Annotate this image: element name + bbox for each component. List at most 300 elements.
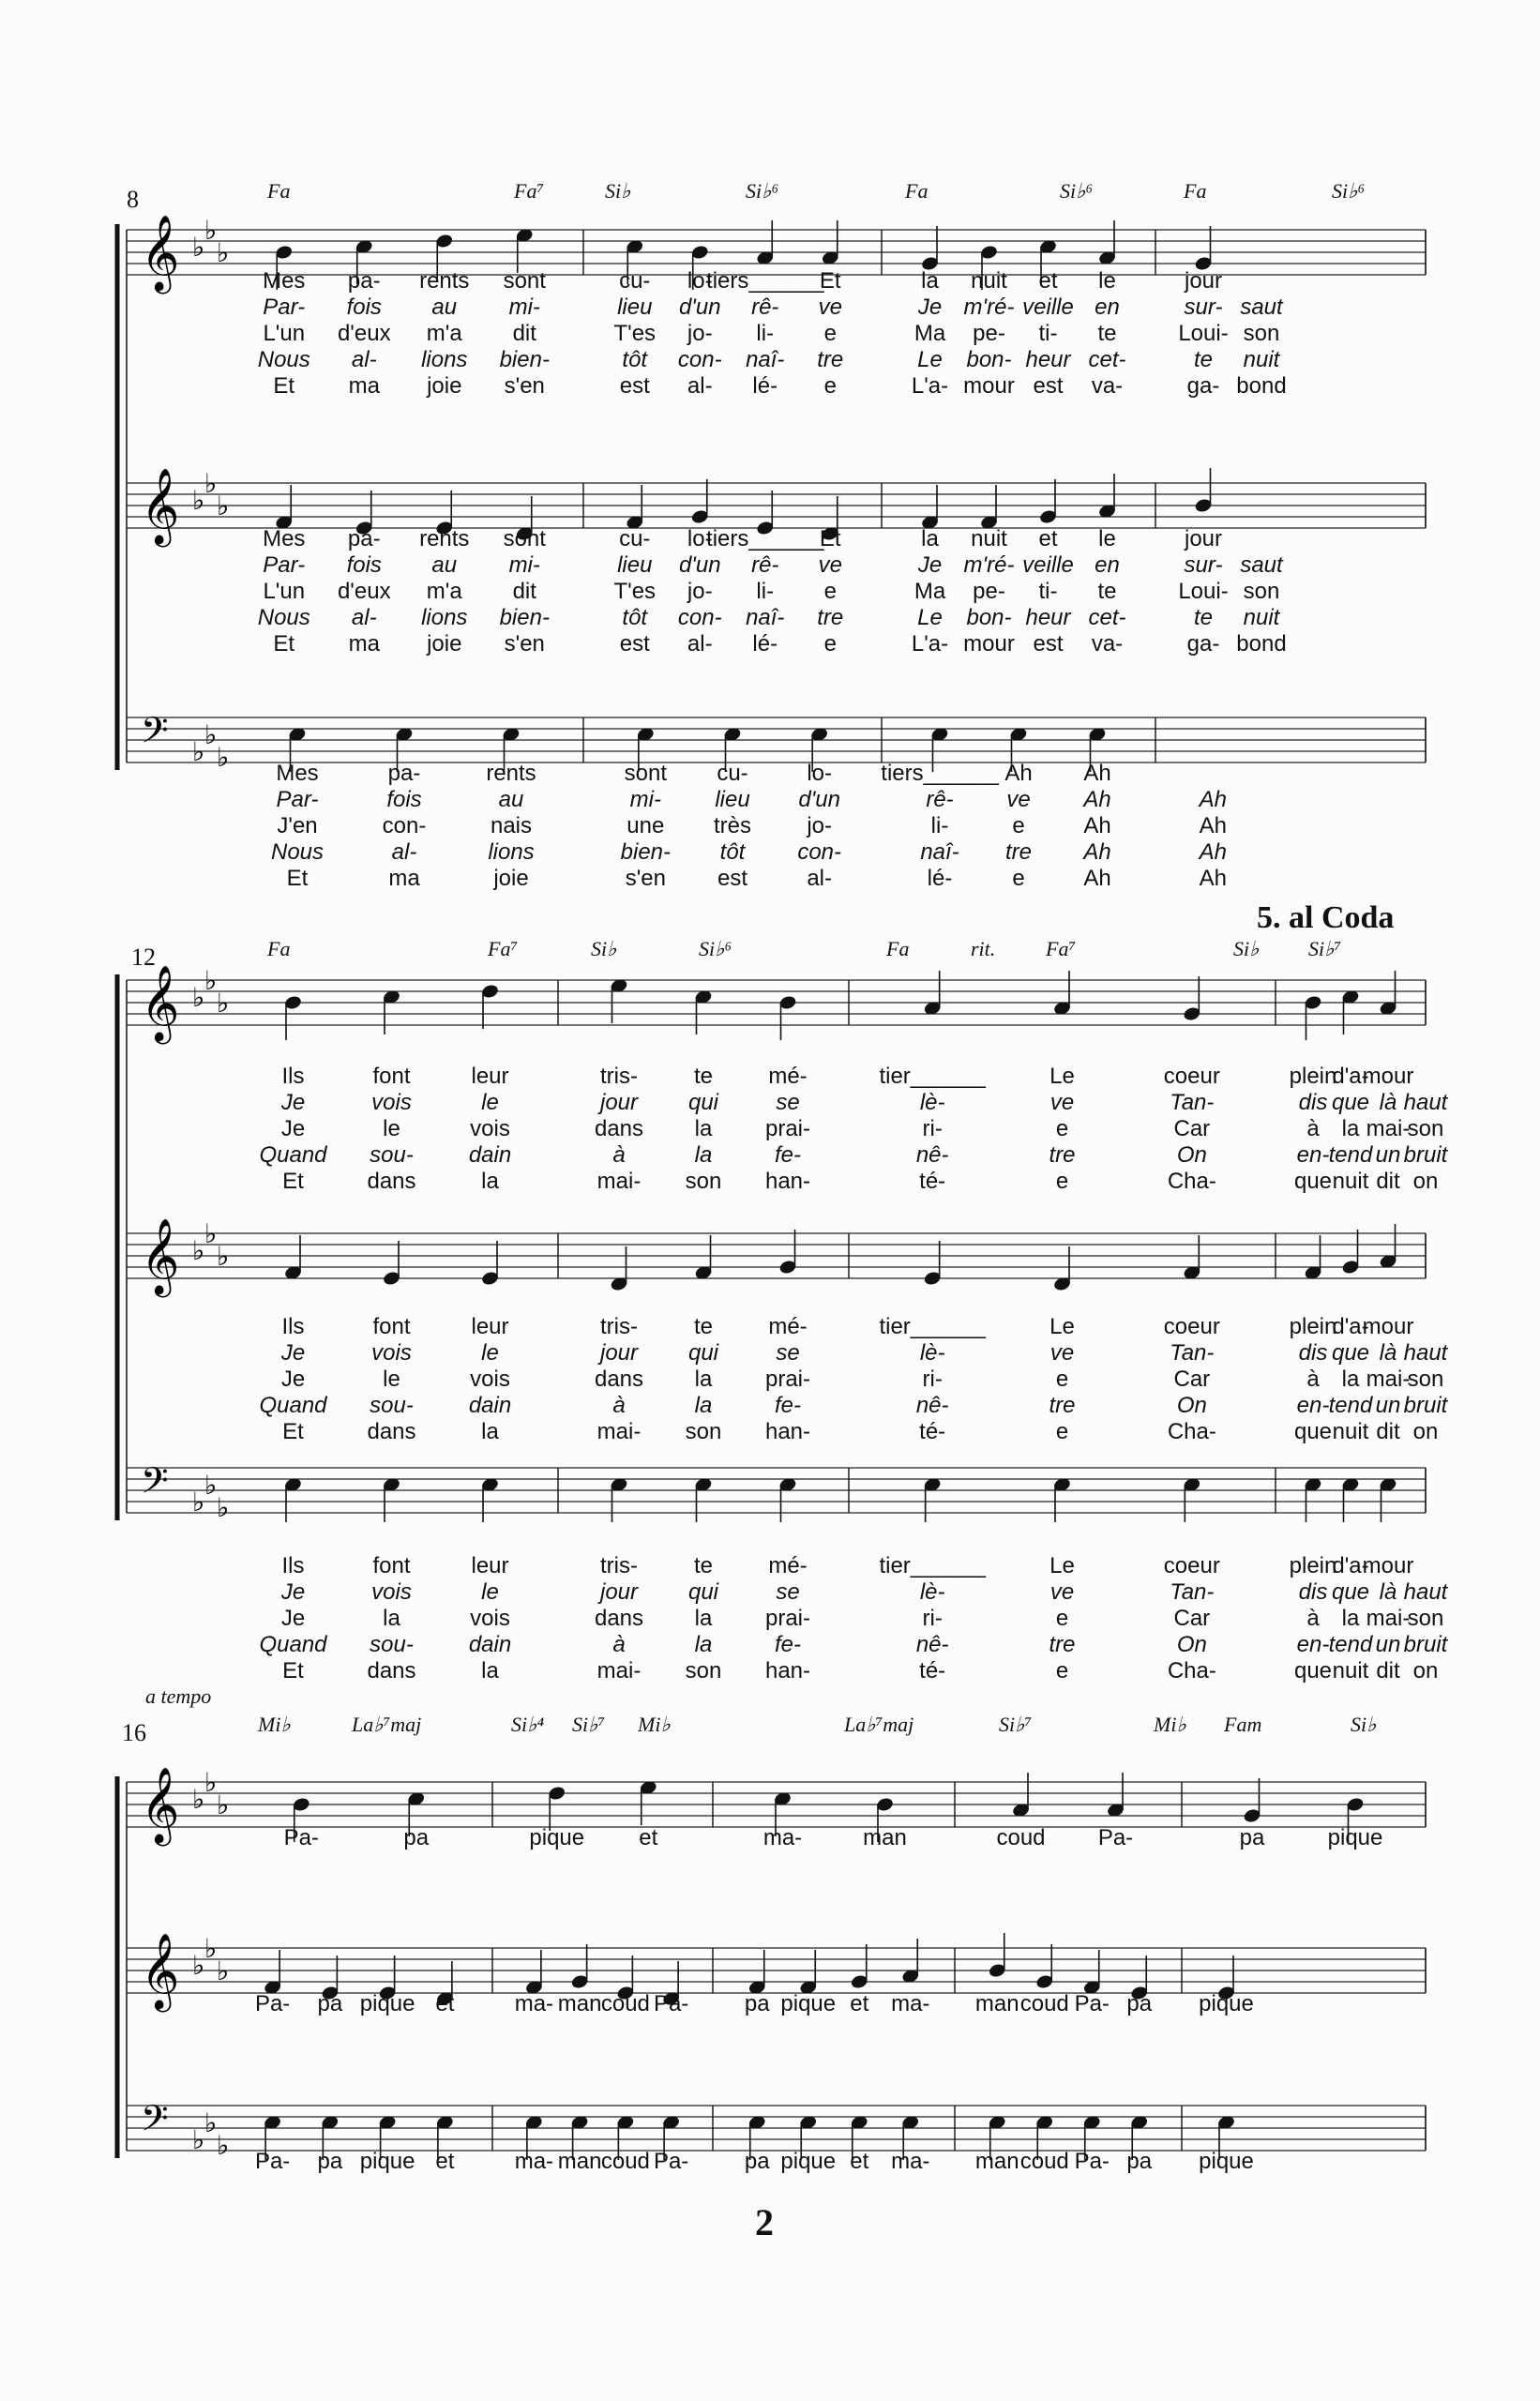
lyric-syllable: man <box>863 1825 907 1850</box>
lyric-syllable: dans <box>594 1367 644 1392</box>
lyric-syllable: en <box>1095 552 1120 578</box>
lyric-syllable: d'eux <box>337 321 391 346</box>
lyric-syllable: lions <box>488 839 535 865</box>
lyric-syllable: joie <box>427 373 462 399</box>
lyric-syllable: à <box>1306 1367 1320 1392</box>
lyric-syllable: pa <box>1239 1825 1265 1850</box>
lyric-syllable: li- <box>756 579 775 604</box>
lyric-syllable: dis <box>1298 1579 1328 1605</box>
lyric-syllable: con- <box>382 813 427 838</box>
flat-icon: ♭ <box>204 1767 218 1798</box>
lyric-syllable: lions <box>421 347 468 372</box>
lyric-syllable: naî- <box>746 605 785 630</box>
lyric-syllable: Le <box>1049 1553 1075 1578</box>
lyric-syllable: m'ré- <box>963 294 1015 320</box>
lyric-syllable: le <box>383 1116 400 1141</box>
lyric-syllable: d'a- <box>1332 1553 1369 1578</box>
lyric-syllable: prai- <box>764 1367 811 1392</box>
measure-number: 16 <box>122 1719 146 1746</box>
lyric-syllable: et <box>435 2149 455 2174</box>
lyric-syllable: pa- <box>387 761 421 786</box>
lyric-syllable: que <box>1331 1340 1370 1366</box>
lyric-syllable: pique <box>1327 1825 1383 1850</box>
lyric-syllable: rents <box>419 268 470 294</box>
lyric-syllable: jour <box>599 1340 639 1366</box>
flat-icon: ♭ <box>192 232 205 263</box>
lyric-syllable: la <box>694 1367 713 1392</box>
lyric-syllable: pa- <box>347 526 381 551</box>
lyric-syllable: nê- <box>915 1142 949 1168</box>
lyric-syllable: mai- <box>1366 1606 1411 1631</box>
lyric-syllable: Tan- <box>1170 1340 1215 1366</box>
lyric-syllable: On <box>1176 1393 1207 1418</box>
treble-clef-icon: 𝄞 <box>141 964 180 1041</box>
lyric-syllable: la <box>694 1116 713 1141</box>
lyric-syllable: Le <box>917 605 943 630</box>
lyric-syllable: Ma <box>913 579 946 604</box>
lyric-syllable: Ma <box>913 321 946 346</box>
lyric-syllable: ve <box>1049 1579 1075 1605</box>
lyric-syllable: d'a- <box>1332 1064 1369 1089</box>
lyric-syllable: et <box>435 1991 455 2016</box>
lyric-syllable: Ah <box>1004 761 1033 786</box>
lyric-syllable: qui <box>687 1340 719 1366</box>
lyric-syllable: pique <box>529 1825 585 1850</box>
lyric-syllable: pa <box>403 1825 430 1850</box>
lyric-syllable: Pa- <box>1074 2149 1110 2174</box>
lyric-syllable: fois <box>346 552 382 578</box>
lyric-syllable: nuit <box>1243 347 1280 372</box>
lyric-syllable: que <box>1293 1419 1333 1444</box>
lyric-syllable: pa <box>744 2149 770 2174</box>
lyric-syllable: Je <box>280 1367 306 1392</box>
lyric-syllable: con- <box>677 347 722 372</box>
lyric-syllable: la <box>383 1606 400 1631</box>
flat-icon: ♭ <box>204 719 218 750</box>
lyric-syllable: Le <box>1049 1314 1075 1339</box>
lyric-syllable: L'un <box>263 579 306 604</box>
lyric-syllable: dans <box>367 1658 416 1684</box>
lyric-syllable: bien- <box>620 839 672 865</box>
lyric-syllable: la <box>921 526 939 551</box>
lyric-syllable: s'en <box>504 373 545 399</box>
lyric-syllable: sur- <box>1184 552 1223 578</box>
chord-symbol: Si♭ <box>1351 1713 1377 1736</box>
lyric-syllable: et <box>850 2149 869 2174</box>
lyric-syllable: au <box>498 787 524 812</box>
bass-clef-icon: 𝄢 <box>141 2097 169 2148</box>
lyric-syllable: est <box>619 373 650 399</box>
lyric-syllable: dit <box>1376 1658 1400 1684</box>
lyric-syllable: naî- <box>920 839 959 865</box>
lyric-syllable: cet- <box>1088 347 1126 372</box>
flat-icon: ♭ <box>192 1487 205 1518</box>
lyric-syllable: ve <box>818 294 842 320</box>
treble-clef-icon: 𝄞 <box>141 1932 180 2009</box>
lyric-syllable: mai- <box>596 1658 642 1684</box>
lyric-syllable: haut <box>1403 1090 1448 1115</box>
lyric-syllable: dis <box>1298 1090 1328 1115</box>
lyric-syllable: ma- <box>891 1991 930 2016</box>
lyric-syllable: e <box>823 579 837 604</box>
lyric-syllable: la <box>481 1169 499 1194</box>
lyric-syllable: e <box>1055 1658 1069 1684</box>
lyric-syllable: lo- <box>687 526 713 551</box>
lyric-syllable: dans <box>594 1606 644 1631</box>
lyric-syllable: on <box>1412 1169 1439 1194</box>
lyric-syllable: heur <box>1025 605 1071 630</box>
lyric-syllable: Ah <box>1199 866 1228 891</box>
lyric-syllable: al- <box>351 605 377 630</box>
lyric-syllable: pa <box>744 1991 770 2016</box>
flat-icon: ♭ <box>204 215 218 246</box>
lyric-syllable: jour <box>1184 268 1223 294</box>
lyric-syllable: leur <box>471 1064 509 1089</box>
flat-icon: ♭ <box>192 1950 205 1981</box>
lyric-syllable: nê- <box>915 1632 949 1657</box>
lyric-syllable: va- <box>1091 631 1124 657</box>
lyric-syllable: coud <box>600 1991 650 2016</box>
lyric-syllable: lo- <box>807 761 832 786</box>
lyric-syllable: Et <box>282 1419 304 1444</box>
lyric-syllable: e <box>1012 813 1025 838</box>
flat-icon: ♭ <box>217 1956 230 1986</box>
lyric-syllable: en- <box>1296 1632 1330 1657</box>
lyric-syllable: mai- <box>1366 1367 1411 1392</box>
lyric-syllable: li- <box>756 321 775 346</box>
lyric-syllable: Par- <box>263 552 306 578</box>
lyric-syllable: mour <box>1362 1553 1414 1578</box>
lyric-syllable: est <box>619 631 650 657</box>
lyric-syllable: man <box>974 1991 1019 2016</box>
lyric-syllable: sou- <box>370 1632 414 1657</box>
lyric-syllable: al- <box>391 839 417 865</box>
lyric-syllable: veille <box>1022 294 1074 320</box>
lyric-syllable: que <box>1331 1579 1370 1605</box>
lyric-syllable: fe- <box>774 1632 802 1657</box>
lyric-syllable: nuit <box>1332 1419 1369 1444</box>
chord-symbol: Mi♭ <box>638 1713 671 1736</box>
lyric-syllable: sont <box>503 526 546 551</box>
lyric-syllable: nê- <box>915 1393 949 1418</box>
chord-symbol: Fa <box>905 179 929 203</box>
lyric-syllable: lo- <box>687 268 713 294</box>
lyric-syllable: tend <box>1328 1393 1373 1418</box>
measure-number: 8 <box>127 186 139 213</box>
flat-icon: ♭ <box>217 237 230 268</box>
lyric-syllable: sou- <box>370 1393 414 1418</box>
lyric-syllable: nuit <box>1332 1658 1369 1684</box>
lyric-syllable: jour <box>599 1579 639 1605</box>
lyric-syllable: te <box>1097 321 1117 346</box>
lyric-syllable: dans <box>594 1116 644 1141</box>
lyric-syllable: pique <box>359 2149 415 2174</box>
lyric-syllable: té- <box>919 1419 946 1444</box>
lyric-syllable: Je <box>280 1579 306 1605</box>
lyric-syllable: te <box>693 1553 714 1578</box>
lyric-syllable: te <box>693 1064 714 1089</box>
lyric-syllable: cu- <box>619 268 651 294</box>
lyric-syllable: ga- <box>1186 373 1220 399</box>
lyric-syllable: Pa- <box>1097 1825 1134 1850</box>
lyric-syllable: man <box>557 1991 602 2016</box>
lyric-syllable: Le <box>1049 1064 1075 1089</box>
lyric-syllable: Nous <box>257 605 310 630</box>
lyric-syllable: lè- <box>919 1090 945 1115</box>
chord-symbol: Fa⁷ <box>514 179 545 203</box>
lyric-syllable: lè- <box>919 1340 945 1366</box>
lyric-syllable: au <box>431 552 458 578</box>
lyric-syllable: très <box>713 813 752 838</box>
lyric-syllable: là <box>1379 1090 1397 1115</box>
lyric-syllable: coud <box>600 2149 650 2174</box>
lyric-syllable: m'a <box>426 579 462 604</box>
lyric-syllable: ri- <box>922 1367 943 1392</box>
lyric-syllable: te <box>693 1314 714 1339</box>
lyric-syllable: lé- <box>752 631 778 657</box>
flat-icon: ♭ <box>192 2124 205 2155</box>
flat-icon: ♭ <box>204 1470 218 1501</box>
page-number: 2 <box>755 2201 774 2243</box>
flat-icon: ♭ <box>204 1933 218 1964</box>
lyric-syllable: tend <box>1328 1142 1373 1168</box>
lyric-syllable: rê- <box>751 294 779 320</box>
lyric-syllable: naî- <box>746 347 785 372</box>
lyric-syllable: d'un <box>678 294 721 320</box>
lyric-syllable: e <box>823 631 837 657</box>
lyric-syllable: en <box>1095 294 1120 320</box>
lyric-syllable: la <box>694 1393 713 1418</box>
lyric-syllable: son <box>685 1658 722 1684</box>
lyric-syllable: ti- <box>1038 321 1058 346</box>
lyric-syllable: sou- <box>370 1142 414 1168</box>
lyric-syllable: qui <box>687 1579 719 1605</box>
staff-2 <box>127 1217 1426 1297</box>
lyric-syllable: sur- <box>1184 294 1223 320</box>
lyric-syllable: bon- <box>966 347 1012 372</box>
lyric-syllable: lieu <box>617 552 653 578</box>
lyric-syllable: là <box>1379 1579 1397 1605</box>
lyric-syllable: heur <box>1025 347 1071 372</box>
lyric-syllable: al- <box>687 631 713 657</box>
lyric-syllable: tiers______ <box>881 761 999 786</box>
lyric-syllable: Pa- <box>283 1825 319 1850</box>
lyric-syllable: Ils <box>281 1064 305 1089</box>
lyric-syllable: vois <box>371 1090 412 1115</box>
lyric-syllable: en- <box>1296 1142 1330 1168</box>
lyric-syllable: ga- <box>1186 631 1220 657</box>
chord-symbol: Fa <box>267 937 291 960</box>
lyric-syllable: vois <box>371 1579 412 1605</box>
lyric-syllable: Le <box>917 347 943 372</box>
lyric-syllable: que <box>1293 1658 1333 1684</box>
lyric-syllable: Mes <box>263 268 306 294</box>
bass-clef-icon: 𝄢 <box>141 709 169 760</box>
lyric-syllable: et <box>1038 526 1058 551</box>
lyric-syllable: jour <box>1184 526 1223 551</box>
lyric-syllable: va- <box>1091 373 1124 399</box>
lyric-syllable: dit <box>1376 1419 1400 1444</box>
chord-symbol: Si♭⁶ <box>1332 179 1366 203</box>
flat-icon: ♭ <box>217 491 230 521</box>
lyric-syllable: dain <box>468 1142 512 1168</box>
lyric-syllable: sont <box>503 268 546 294</box>
chord-symbol: Si♭⁶ <box>746 179 779 203</box>
lyric-syllable: pique <box>780 1991 837 2016</box>
chord-symbol: Fa⁷ <box>488 937 519 960</box>
lyric-syllable: ri- <box>922 1116 943 1141</box>
lyric-syllable: coeur <box>1163 1064 1220 1089</box>
lyric-syllable: rents <box>419 526 470 551</box>
lyric-syllable: Et <box>273 373 295 399</box>
lyric-syllable: man <box>974 2149 1019 2174</box>
lyric-syllable: à <box>612 1632 626 1657</box>
tempo-marking: a tempo <box>145 1684 212 1708</box>
lyric-syllable: e <box>823 321 837 346</box>
lyric-syllable: fe- <box>774 1393 802 1418</box>
lyric-syllable: ve <box>1006 787 1031 812</box>
lyric-syllable: que <box>1331 1090 1370 1115</box>
flat-icon: ♭ <box>217 988 230 1019</box>
lyric-syllable: font <box>372 1064 411 1089</box>
lyric-syllable: son <box>685 1419 722 1444</box>
lyric-syllable: bon- <box>966 605 1012 630</box>
lyric-syllable: cu- <box>619 526 651 551</box>
lyric-syllable: Et <box>819 526 841 551</box>
flat-icon: ♭ <box>217 2130 230 2161</box>
lyric-syllable: font <box>372 1314 411 1339</box>
treble-clef-icon: 𝄞 <box>141 467 180 544</box>
lyric-syllable: han- <box>764 1169 811 1194</box>
lyric-syllable: qui <box>687 1090 719 1115</box>
lyric-syllable: et <box>639 1825 658 1850</box>
lyric-syllable: On <box>1176 1632 1207 1657</box>
lyric-syllable: coud <box>1019 2149 1069 2174</box>
lyric-syllable: et <box>850 1991 869 2016</box>
lyric-syllable: L'a- <box>911 373 949 399</box>
lyric-syllable: Et <box>282 1169 304 1194</box>
lyric-syllable: en- <box>1296 1393 1330 1418</box>
lyric-syllable: d'a- <box>1332 1314 1369 1339</box>
lyric-syllable: han- <box>764 1658 811 1684</box>
lyric-syllable: rê- <box>751 552 779 578</box>
lyric-syllable: tier______ <box>879 1553 986 1578</box>
chord-symbol: Si♭⁴ <box>511 1713 545 1736</box>
staff-3 <box>127 709 1426 773</box>
lyric-syllable: Pa- <box>254 1991 291 2016</box>
lyric-syllable: m'ré- <box>963 552 1015 578</box>
lyric-syllable: tre <box>817 347 844 372</box>
lyric-syllable: le <box>1098 526 1116 551</box>
lyric-syllable: e <box>1055 1367 1069 1392</box>
measure-number: 12 <box>131 944 156 971</box>
lyric-syllable: fois <box>386 787 422 812</box>
lyric-syllable: le <box>1098 268 1116 294</box>
lyric-syllable: Je <box>280 1340 306 1366</box>
lyric-syllable: mi- <box>508 294 540 320</box>
lyric-syllable: nuit <box>971 526 1007 551</box>
lyric-syllable: tôt <box>622 605 648 630</box>
lyric-syllable: pe- <box>973 321 1005 346</box>
lyric-syllable: Tan- <box>1170 1090 1215 1115</box>
lyric-syllable: le <box>383 1367 400 1392</box>
lyric-syllable: à <box>612 1142 626 1168</box>
lyric-syllable: son <box>1407 1606 1444 1631</box>
lyric-syllable: Par- <box>276 787 319 812</box>
lyric-syllable: m'a <box>426 321 462 346</box>
lyric-syllable: la <box>481 1658 499 1684</box>
lyric-syllable: mé- <box>768 1553 808 1578</box>
chord-symbol: Si♭⁶ <box>699 937 732 960</box>
lyric-syllable: bruit <box>1403 1632 1448 1657</box>
lyric-syllable: la <box>1341 1606 1360 1631</box>
lyric-syllable: Ah <box>1199 787 1228 812</box>
lyric-syllable: prai- <box>764 1116 811 1141</box>
lyric-syllable: dain <box>468 1632 512 1657</box>
lyric-syllable: leur <box>471 1314 509 1339</box>
lyric-syllable: mai- <box>1366 1116 1411 1141</box>
lyric-syllable: nuit <box>1332 1169 1369 1194</box>
lyric-syllable: la <box>481 1419 499 1444</box>
lyric-syllable: Quand <box>259 1142 327 1168</box>
lyric-syllable: pique <box>780 2149 837 2174</box>
lyric-syllable: tiers______ <box>706 268 824 294</box>
lyric-syllable: Nous <box>257 347 310 372</box>
lyric-syllable: tre <box>1049 1142 1076 1168</box>
lyric-syllable: saut <box>1240 552 1283 578</box>
lyric-syllable: lieu <box>617 294 653 320</box>
lyric-syllable: le <box>481 1090 499 1115</box>
lyric-syllable: mai- <box>596 1419 642 1444</box>
lyric-syllable: un <box>1375 1393 1401 1418</box>
lyric-syllable: ma- <box>762 1825 803 1850</box>
lyric-syllable: bien- <box>499 347 550 372</box>
lyric-syllable: Loui- <box>1178 579 1229 604</box>
lyric-syllable: son <box>685 1169 722 1194</box>
lyric-syllable: se <box>776 1579 800 1605</box>
lyric-syllable: pa <box>1126 2149 1153 2174</box>
flat-icon: ♭ <box>217 742 230 773</box>
lyric-syllable: Pa- <box>1074 1991 1110 2016</box>
lyric-syllable: pique <box>1199 2149 1254 2174</box>
lyric-syllable: coud <box>996 1825 1046 1850</box>
lyric-syllable: le <box>481 1579 499 1605</box>
lyric-syllable: Cha- <box>1167 1658 1216 1684</box>
lyric-syllable: tre <box>1004 839 1033 865</box>
lyric-syllable: vois <box>470 1367 510 1392</box>
lyric-syllable: mour <box>963 631 1015 657</box>
lyric-syllable: Mes <box>263 526 306 551</box>
lyric-syllable: pa- <box>347 268 381 294</box>
lyric-syllable: font <box>372 1553 411 1578</box>
chord-symbol: Si♭⁷ <box>1308 937 1342 960</box>
lyric-syllable: e <box>1012 866 1025 891</box>
lyric-syllable: la <box>1341 1116 1360 1141</box>
lyric-syllable: dit <box>1376 1169 1400 1194</box>
lyric-syllable: e <box>1055 1419 1069 1444</box>
lyric-syllable: cet- <box>1088 605 1126 630</box>
lyric-syllable: son <box>1407 1367 1444 1392</box>
lyric-syllable: on <box>1412 1658 1439 1684</box>
lyric-syllable: et <box>1038 268 1058 294</box>
lyric-syllable: pa <box>317 1991 343 2016</box>
lyric-syllable: lé- <box>927 866 953 891</box>
lyric-syllable: la <box>1341 1367 1360 1392</box>
chord-symbol: Si♭⁷ <box>999 1713 1033 1736</box>
lyric-syllable: bien- <box>499 605 550 630</box>
lyric-syllable: Pa- <box>653 1991 689 2016</box>
lyric-syllable: une <box>627 813 665 838</box>
